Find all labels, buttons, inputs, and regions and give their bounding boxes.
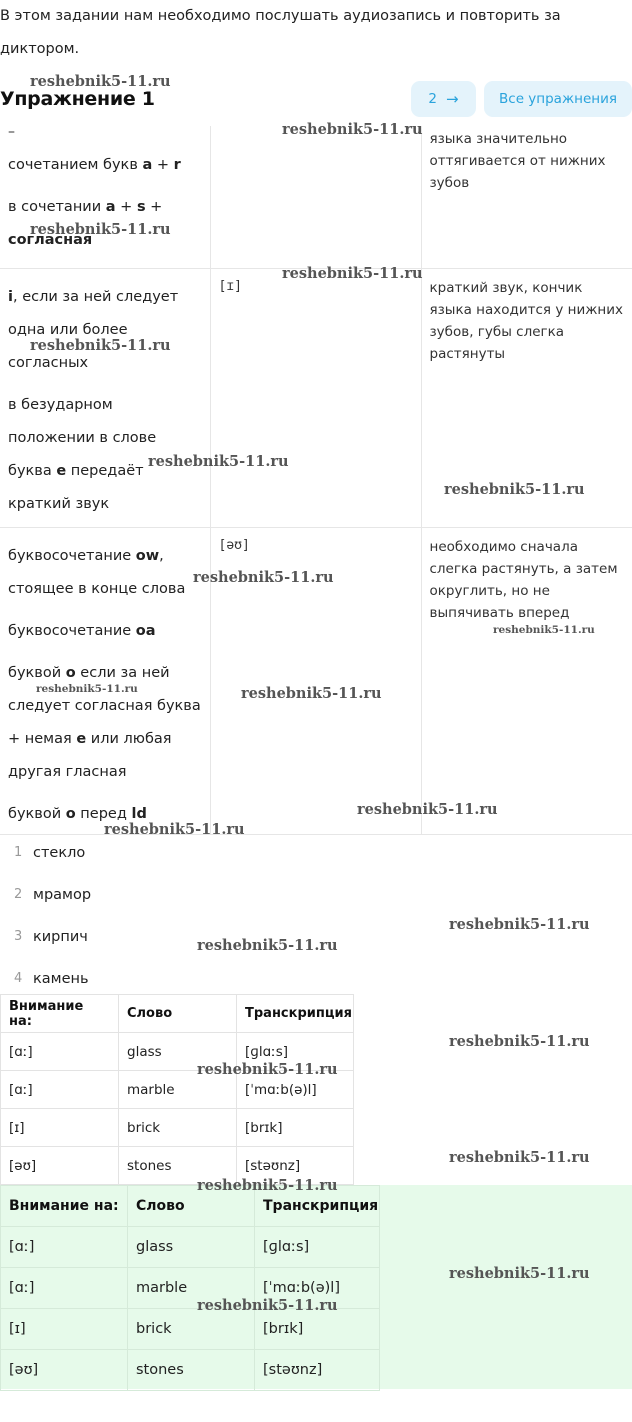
column-header: Транскрипция: [237, 995, 354, 1033]
watermark-text: reshebnik5-11.ru: [449, 1033, 590, 1050]
table-cell: [ɡlɑːs]: [237, 1033, 354, 1071]
phoneme-cell: [210, 268, 421, 527]
rule-text: буквой o перед ld: [8, 805, 147, 822]
table-cell: marble: [119, 1071, 237, 1109]
table-cell: [ˈmɑːb(ə)l]: [237, 1071, 354, 1109]
watermark-text: reshebnik5-11.ru: [241, 685, 382, 702]
table-row: [1, 1109, 354, 1147]
watermark-text: reshebnik5-11.ru: [197, 1297, 338, 1314]
all-exercises-button[interactable]: [484, 81, 632, 117]
table-cell: [ɑː]: [1, 1033, 119, 1071]
table-cell: [ɪ]: [1, 1109, 119, 1147]
rules-row: [0, 527, 632, 834]
phoneme-cell: [210, 527, 421, 834]
phoneme: [219, 126, 413, 136]
column-header: Внимание на:: [1, 1186, 128, 1227]
description-cell: [421, 126, 632, 268]
watermark-text: reshebnik5-11.ru: [148, 453, 289, 470]
table-cell: [ɑː]: [1, 1071, 119, 1109]
next-exercise-button[interactable]: [411, 81, 476, 117]
watermark-text: reshebnik5-11.ru: [197, 937, 338, 954]
item-number: 3: [14, 929, 23, 944]
table-cell: [ɡlɑːs]: [255, 1227, 380, 1268]
table-cell: marble: [128, 1268, 255, 1309]
rule-text: буквой o если за ней следует согласная буква + немая e или любая другая гласная: [8, 664, 201, 780]
table-cell: [brɪk]: [255, 1309, 380, 1350]
all-exercises-label: Все упражнения: [499, 91, 617, 107]
table-cell: glass: [119, 1033, 237, 1071]
phoneme: [ɪ]: [218, 278, 242, 294]
list-item: [0, 922, 91, 964]
arrow-right-icon: →: [446, 90, 459, 108]
rule-text: буквосочетание oa: [8, 622, 156, 639]
answer-table: [0, 994, 354, 1185]
table-row: [1, 1350, 380, 1391]
phoneme-description: языка значительно оттягивается от нижних зубов: [429, 131, 606, 191]
watermark-text: reshebnik5-11.ru: [493, 624, 595, 636]
table-cell: [ɑː]: [1, 1268, 128, 1309]
table-cell: [stəʊnz]: [237, 1147, 354, 1185]
column-header: Транскрипция: [255, 1186, 380, 1227]
watermark-text: reshebnik5-11.ru: [30, 221, 171, 238]
table-cell: [brɪk]: [237, 1109, 354, 1147]
item-text: стекло: [33, 845, 86, 861]
column-header: Слово: [119, 995, 237, 1033]
rule-list: [8, 528, 202, 831]
table-cell: [stəʊnz]: [255, 1350, 380, 1391]
table-row: [1, 1071, 354, 1109]
rule-text: сочетанием букв a + r: [8, 157, 181, 173]
table-cell: stones: [119, 1147, 237, 1185]
exercise-title: Упражнение 1: [0, 88, 155, 110]
item-number: 1: [14, 845, 23, 860]
list-item: [0, 880, 91, 922]
item-text: кирпич: [33, 929, 88, 945]
intro-text: В этом задании нам необходимо послушать аудиозапись и повторить за диктором.: [0, 8, 561, 57]
table-cell: [ˈmɑːb(ə)l]: [255, 1268, 380, 1309]
phoneme-description: необходимо сначала слегка растянуть, а затем округлить, но не выпячивать вперед: [429, 538, 618, 621]
table-cell: [əʊ]: [1, 1147, 119, 1185]
column-header: Слово: [128, 1186, 255, 1227]
rules-table: [0, 126, 632, 835]
word-list: [0, 838, 91, 1006]
watermark-text: reshebnik5-11.ru: [449, 916, 590, 933]
phoneme-cell: [210, 126, 421, 268]
rule-text: в сочетании a + s + согласная: [8, 199, 163, 248]
watermark-text: reshebnik5-11.ru: [357, 801, 498, 818]
table-cell: stones: [128, 1350, 255, 1391]
watermark-text: reshebnik5-11.ru: [193, 569, 334, 586]
item-number: 4: [14, 971, 23, 986]
rule-text: буквосочетание ow, стоящее в конце слова: [8, 547, 186, 597]
table-row: [1, 1147, 354, 1185]
rule-cell: [0, 527, 210, 834]
list-item: [0, 838, 91, 880]
phoneme: [əʊ]: [218, 537, 250, 553]
watermark-text: reshebnik5-11.ru: [197, 1177, 338, 1194]
watermark-text: reshebnik5-11.ru: [30, 73, 171, 90]
item-text: мрамор: [33, 887, 92, 903]
column-header: Внимание на:: [1, 995, 119, 1033]
watermark-text: reshebnik5-11.ru: [444, 481, 585, 498]
watermark-text: reshebnik5-11.ru: [30, 337, 171, 354]
table-cell: [əʊ]: [1, 1350, 128, 1391]
table-cell: brick: [119, 1109, 237, 1147]
rule-text: в безударном положении в слове буква e передаёт краткий звук: [8, 396, 157, 512]
rules-row: [0, 126, 632, 268]
description-cell: [421, 527, 632, 834]
watermark-text: reshebnik5-11.ru: [449, 1265, 590, 1282]
rule-list: [8, 138, 202, 257]
item-number: 2: [14, 887, 23, 902]
description-cell: [421, 268, 632, 527]
item-text: камень: [33, 971, 89, 987]
table-cell: [ɪ]: [1, 1309, 128, 1350]
watermark-text: reshebnik5-11.ru: [282, 121, 423, 138]
rule-cell: [0, 126, 210, 268]
watermark-text: reshebnik5-11.ru: [36, 683, 138, 695]
table-row: [1, 1227, 380, 1268]
rule-list: [8, 269, 202, 521]
table-cell: brick: [128, 1309, 255, 1350]
next-exercise-label: 2: [428, 91, 437, 107]
rule-cell: [0, 268, 210, 527]
rule-text: i, если за ней следует одна или более согласных: [8, 288, 179, 371]
watermark-text: reshebnik5-11.ru: [449, 1149, 590, 1166]
table-row: [1, 1033, 354, 1071]
watermark-text: reshebnik5-11.ru: [282, 265, 423, 282]
phoneme-description: краткий звук, кончик языка находится у нижних зубов, губы слегка растянуты: [429, 279, 623, 362]
table-row: [1, 1268, 380, 1309]
rules-row: [0, 268, 632, 527]
table-cell: [ɑː]: [1, 1227, 128, 1268]
watermark-text: reshebnik5-11.ru: [104, 821, 245, 838]
cut-off-dash: –: [8, 124, 15, 140]
watermark-text: reshebnik5-11.ru: [197, 1061, 338, 1078]
answer-table-highlighted: [0, 1185, 380, 1391]
table-row: [1, 1309, 380, 1350]
table-cell: glass: [128, 1227, 255, 1268]
